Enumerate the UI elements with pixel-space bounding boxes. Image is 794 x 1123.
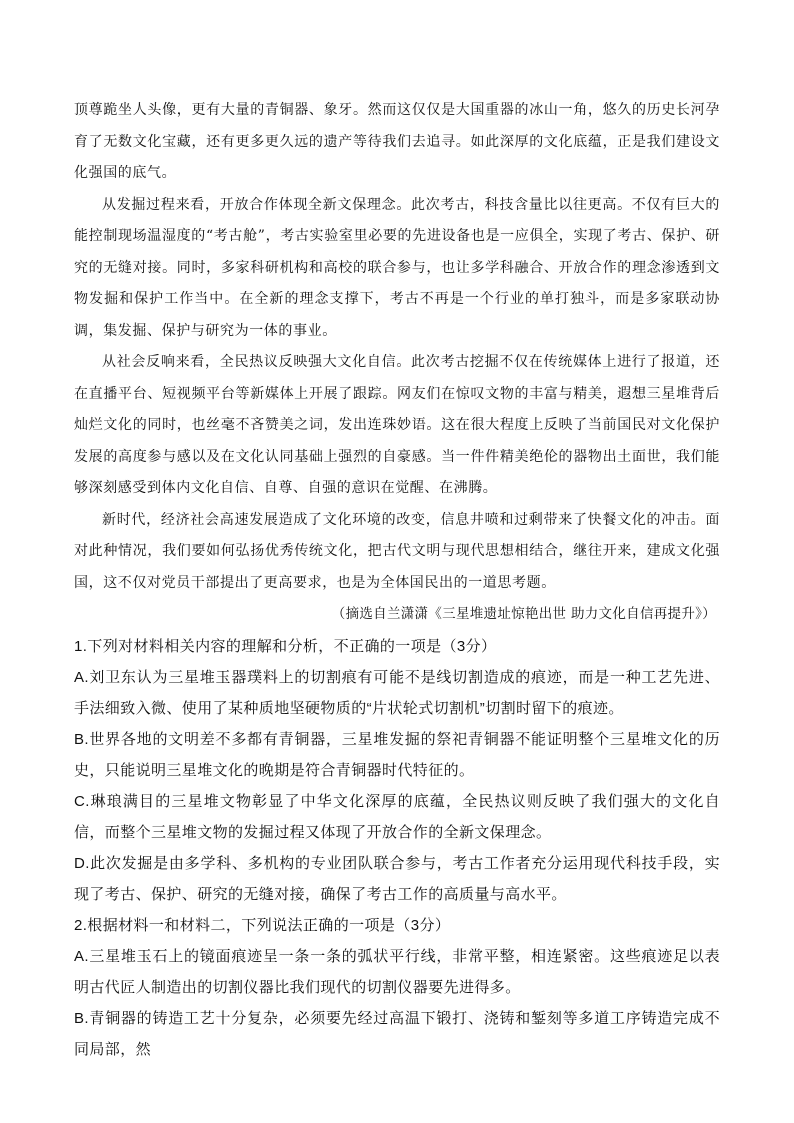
passage-source: （摘选自兰潇潇《三星堆遗址惊艳出世 助力文化自信再提升》） bbox=[331, 606, 716, 622]
question-1-option-a: A.刘卫东认为三星堆玉器璞料上的切割痕有可能不是线切割造成的痕迹，而是一种工艺先进、手法细致入微、使用了某种质地坚硬物质的“片状轮式切割机”切割时留下的痕迹。 bbox=[74, 668, 720, 717]
question-1-option-d: D.此次发掘是由多学科、多机构的专业团队联合参与，考古工作者充分运用现代科技手段，实现了考古、保护、研究的无缝对接，确保了考古工作的高质量与高水平。 bbox=[74, 854, 720, 903]
question-1-stem: 1.下列对材料相关内容的理解和分析，不正确的一项是（3分） bbox=[74, 637, 497, 655]
passage-paragraph-1-continued: 顶尊跪坐人头像，更有大量的青铜器、象牙。然而这仅仅是大国重器的冰山一角，悠久的历史长河孕育了无数文化宝藏，还有更多更久远的遗产等待我们去追寻。如此深厚的文化底蕴，正是我们建设文化强国的底气。 bbox=[74, 102, 720, 181]
passage-paragraph-4: 新时代，经济社会高速发展造成了文化环境的改变，信息井喷和过剩带来了快餐文化的冲击。面对此种情况，我们要如何弘扬优秀传统文化，把古代文明与现代思想相结合，继往开来，建成文化强国，这不仅对党员干部提出了更高要求，也是为全体国民出的一道思考题。 bbox=[74, 511, 720, 591]
passage-paragraph-3: 从社会反响来看，全民热议反映强大文化自信。此次考古挖掘不仅在传统媒体上进行了报道，还在直播平台、短视频平台等新媒体上开展了跟踪。网友们在惊叹文物的丰富与精美，遐想三星堆背后灿烂文化的同时，也丝毫不吝赞美之词，发出连珠妙语。这在很大程度上反映了当前国民对文化保护发展的高度参与感以及在文化认同基础上强烈的自豪感。当一件件精美绝伦的器物出土面世，我们能够深刻感受到体内文化自信、自尊、自强的意识在觉醒、在沸腾。 bbox=[74, 354, 720, 496]
question-2-stem: 2.根据材料一和材料二，下列说法正确的一项是（3分） bbox=[74, 916, 451, 934]
question-1 bbox=[74, 631, 720, 910]
question-1-option-b: B.世界各地的文明差不多都有青铜器，三星堆发掘的祭祀青铜器不能证明整个三星堆文化的历史，只能说明三星堆文化的晚期是符合青铜器时代特征的。 bbox=[74, 730, 720, 779]
question-1-option-c: C.琳琅满目的三星堆文物彰显了中华文化深厚的底蕴，全民热议则反映了我们强大的文化自信，而整个三星堆文物的发掘过程又体现了开放合作的全新文保理念。 bbox=[74, 792, 720, 841]
question-2-option-a: A.三星堆玉石上的镜面痕迹呈一条一条的弧状平行线，非常平整，相连紧密。这些痕迹足以表明古代匠人制造出的切割仪器比我们现代的切割仪器要先进得多。 bbox=[74, 947, 720, 996]
passage-paragraph-2: 从发掘过程来看，开放合作体现全新文保理念。此次考古，科技含量比以往更高。不仅有巨大的能控制现场温湿度的“考古舱”，考古实验室里必要的先进设备也是一应俱全，实现了考古、保护、研究的无缝对接。同时，多家科研机构和高校的联合参与，也让多学科融合、开放合作的理念渗透到文物发掘和保护工作当中。在全新的理念支撑下，考古不再是一个行业的单打独斗，而是多家联动协调，集发掘、保护与研究为一体的事业。 bbox=[74, 196, 720, 339]
question-2 bbox=[74, 910, 720, 1065]
question-2-option-b: B.青铜器的铸造工艺十分复杂，必须要先经过高温下锻打、浇铸和錾刻等多道工序铸造完成不同局部，然 bbox=[74, 1009, 720, 1058]
